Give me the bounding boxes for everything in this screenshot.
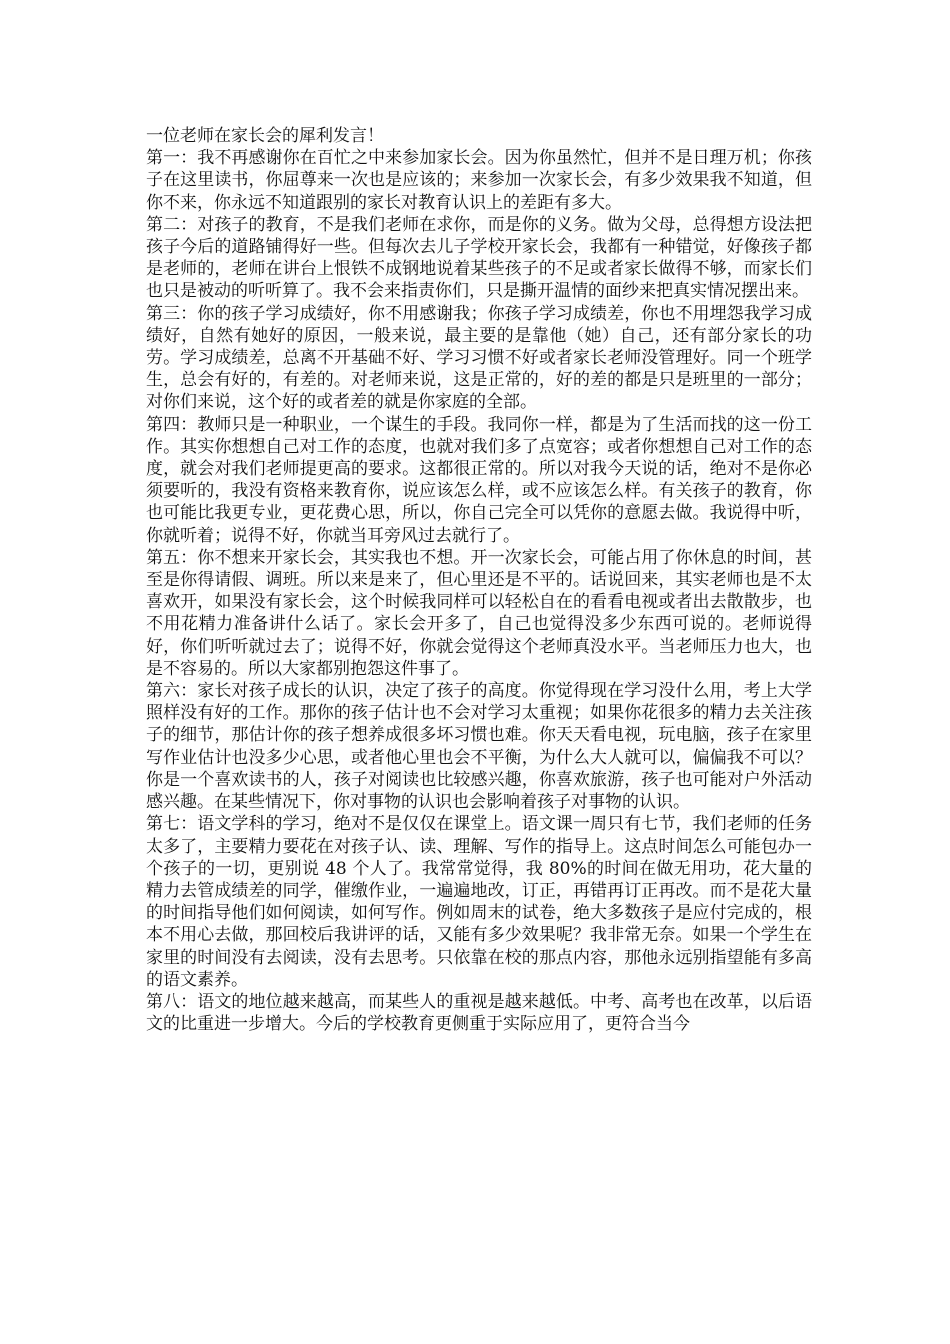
paragraph-1: 第一：我不再感谢你在百忙之中来参加家长会。因为你虽然忙，但并不是日理万机；你孩子在这里读书，你屈尊来一次也是应该的；来参加一次家长会，有多少效果我不知道，但你不来，你永远不知道跟别的家长对教育认识上的差距有多大。 xyxy=(146,148,812,213)
paragraph-7: 第七：语文学科的学习，绝对不是仅仅在课堂上。语文课一周只有七节，我们老师的任务太多了，主要精力要花在对孩子认、读、理解、写作的指导上。这点时间怎么可能包办一个孩子的一切，更别说 48 个人了。我常常觉得，我 80%的时间在做无用功，花大量的精力去管成绩差的同学，催缴作业，一遍遍地改，订正，再错再订正再改。而不是花大量的时间指导他们如何阅读，如何写作。例如周末的试卷，绝大多数孩子是应付完成的，根本不用心去做，那回校后我讲评的话，又能有多少效果呢？我非常无奈。如果一个学生在家里的时间没有去阅读，没有去思考。只依靠在校的那点内容，那他永远别指望能有多高的语文素养。 xyxy=(146,814,812,990)
paragraph-8: 第八：语文的地位越来越高，而某些人的重视是越来越低。中考、高考也在改革，以后语文的比重进一步增大。今后的学校教育更侧重于实际应用了，更符合当今 xyxy=(146,991,812,1035)
paragraph-5: 第五：你不想来开家长会，其实我也不想。开一次家长会，可能占用了你休息的时间，甚至是你得请假、调班。所以来是来了，但心里还是不平的。话说回来，其实老师也是不太喜欢开，如果没有家长会，这个时候我同样可以轻松自在的看看电视或者出去散散步，也不用花精力准备讲什么话了。家长会开多了，自己也觉得没多少东西可说的。老师说得好，你们听听就过去了；说得不好，你就会觉得这个老师真没水平。当老师压力也大，也是不容易的。所以大家都别抱怨这件事了。 xyxy=(146,547,812,679)
paragraph-3: 第三：你的孩子学习成绩好，你不用感谢我；你孩子学习成绩差，你也不用埋怨我学习成绩好，自然有她好的原因，一般来说，最主要的是靠他（她）自己，还有部分家长的功劳。学习成绩差，总离不开基础不好、学习习惯不好或者家长老师没管理好。同一个班学生，总会有好的，有差的。对老师来说，这是正常的，好的差的都是只是班里的一部分；对你们来说，这个好的或者差的就是你家庭的全部。 xyxy=(146,303,812,413)
paragraph-6: 第六：家长对孩子成长的认识，决定了孩子的高度。你觉得现在学习没什么用，考上大学照样没有好的工作。那你的孩子估计也不会对学习太重视；如果你花很多的精力去关注孩子的细节，那估计你的孩子想养成很多坏习惯也难。你天天看电视，玩电脑，孩子在家里写作业估计也没多少心思，或者他心里也会不平衡，为什么大人就可以，偏偏我不可以？你是一个喜欢读书的人，孩子对阅读也比较感兴趣，你喜欢旅游，孩子也可能对户外活动感兴趣。在某些情况下，你对事物的认识也会影响着孩子对事物的认识。 xyxy=(146,681,812,813)
document-title: 一位老师在家长会的犀利发言！ xyxy=(146,126,384,146)
paragraph-2: 第二：对孩子的教育，不是我们老师在求你，而是你的义务。做为父母，总得想方设法把孩子今后的道路铺得好一些。但每次去儿子学校开家长会，我都有一种错觉，好像孩子都是老师的，老师在讲台上恨铁不成钢地说着某些孩子的不足或者家长做得不够，而家长们也只是被动的听听算了。我不会来指责你们，只是撕开温情的面纱来把真实情况摆出来。 xyxy=(146,214,812,302)
document-body xyxy=(146,125,812,1035)
paragraph-4: 第四：教师只是一种职业，一个谋生的手段。我同你一样，都是为了生活而找的这一份工作。其实你想想自己对工作的态度，也就对我们多了点宽容；或者你想想自己对工作的态度，就会对我们老师提更高的要求。这都很正常的。所以对我今天说的话，绝对不是你必须要听的，我没有资格来教育你，说应该怎么样，或不应该怎么样。有关孩子的教育，你也可能比我更专业，更花费心思，所以，你自己完全可以凭你的意愿去做。我说得中听，你就听着；说得不好，你就当耳旁风过去就行了。 xyxy=(146,414,812,546)
